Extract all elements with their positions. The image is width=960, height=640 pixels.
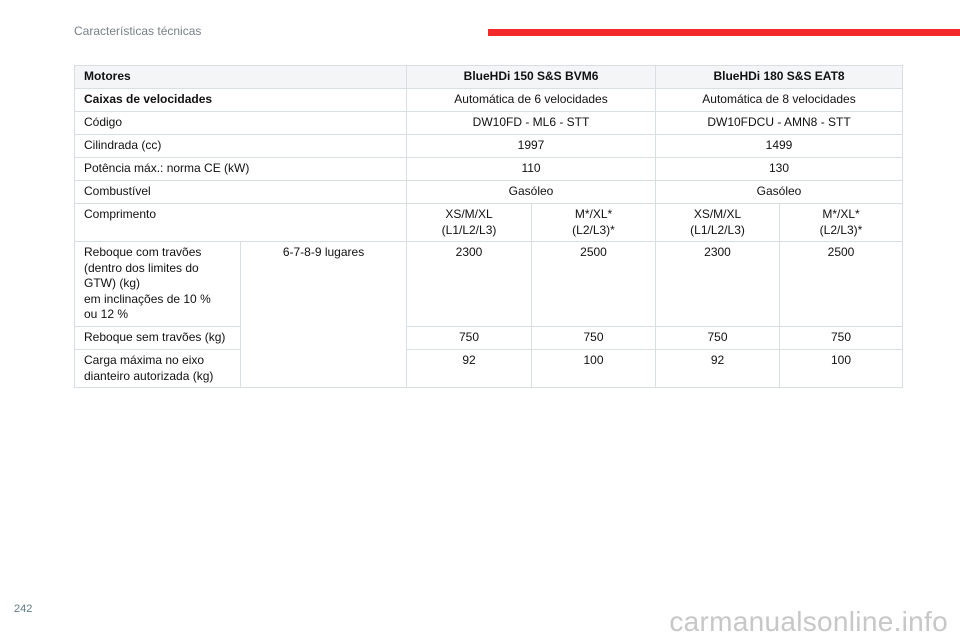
table-row-unbraked-trailer — [75, 327, 903, 350]
table-row-code — [75, 112, 903, 135]
unbraked-trailer-value: 750 — [407, 327, 532, 350]
front-axle-value: 92 — [407, 350, 532, 388]
power-engine-2: 130 — [656, 158, 903, 181]
gearbox-engine-1: Automática de 6 velocidades — [407, 89, 656, 112]
label-line: dianteiro autorizada (kg) — [84, 368, 214, 383]
engine-spec-table — [74, 65, 903, 388]
table-row-length — [75, 204, 903, 242]
gearbox-engine-2: Automática de 8 velocidades — [656, 89, 903, 112]
label-line: (dentro dos limites do — [84, 260, 199, 275]
table-row-engines — [75, 66, 903, 89]
length-value — [532, 204, 656, 242]
engines-label: Motores — [75, 66, 407, 89]
label-line: ou 12 % — [84, 307, 129, 321]
length-value — [656, 204, 780, 242]
label-line: GTW) (kg) — [84, 276, 140, 290]
length-value — [407, 204, 532, 242]
watermark: carmanualsonline.info — [669, 606, 948, 637]
unbraked-trailer-label: Reboque sem travões (kg) — [75, 327, 241, 350]
front-axle-value: 100 — [780, 350, 903, 388]
page-number: 242 — [14, 603, 33, 615]
unbraked-trailer-value: 750 — [656, 327, 780, 350]
length-value-line: (L2/L3)* — [572, 222, 615, 237]
length-value-line: M*/XL* — [574, 207, 613, 221]
displacement-label: Cilindrada (cc) — [75, 135, 407, 158]
length-value-line: M*/XL* — [822, 207, 860, 221]
braked-trailer-value: 2500 — [532, 242, 656, 327]
braked-trailer-value: 2500 — [780, 242, 903, 327]
table-row-front-axle — [75, 350, 903, 388]
code-engine-1: DW10FD - ML6 - STT — [407, 112, 656, 135]
label-line: Carga máxima no eixo — [84, 353, 205, 367]
table-row-power — [75, 158, 903, 181]
code-label: Código — [75, 112, 407, 135]
power-label: Potência máx.: norma CE (kW) — [75, 158, 407, 181]
fuel-engine-1: Gasóleo — [407, 181, 656, 204]
unbraked-trailer-value: 750 — [532, 327, 656, 350]
length-value-line: (L1/L2/L3) — [441, 222, 497, 237]
table-row-displacement — [75, 135, 903, 158]
displacement-engine-1: 1997 — [407, 135, 656, 158]
length-value-line: (L1/L2/L3) — [690, 222, 745, 237]
engine-1-name: BlueHDi 150 S&S BVM6 — [407, 66, 656, 89]
front-axle-value: 92 — [656, 350, 780, 388]
length-value-line: (L2/L3)* — [819, 222, 863, 237]
front-axle-value: 100 — [532, 350, 656, 388]
length-label: Comprimento — [75, 204, 407, 242]
table-row-gearbox — [75, 89, 903, 112]
length-value-line: XS/M/XL — [693, 207, 742, 221]
header-accent-bar — [488, 29, 960, 36]
label-line: em inclinações de 10 % — [84, 291, 211, 306]
gearbox-label: Caixas de velocidades — [75, 89, 407, 112]
unbraked-trailer-value: 750 — [780, 327, 903, 350]
engine-2-name: BlueHDi 180 S&S EAT8 — [656, 66, 903, 89]
table-row-fuel — [75, 181, 903, 204]
displacement-engine-2: 1499 — [656, 135, 903, 158]
length-value — [780, 204, 903, 242]
power-engine-1: 110 — [407, 158, 656, 181]
code-engine-2: DW10FDCU - AMN8 - STT — [656, 112, 903, 135]
front-axle-label — [75, 350, 241, 388]
braked-trailer-value: 2300 — [407, 242, 532, 327]
length-value-line: XS/M/XL — [445, 207, 493, 221]
section-title: Características técnicas — [74, 24, 202, 38]
fuel-label: Combustível — [75, 181, 407, 204]
braked-trailer-label — [75, 242, 241, 327]
fuel-engine-2: Gasóleo — [656, 181, 903, 204]
braked-trailer-value: 2300 — [656, 242, 780, 327]
seats-cell: 6-7-8-9 lugares — [241, 242, 407, 388]
label-line: Reboque com travões — [84, 245, 202, 259]
table-row-braked-trailer — [75, 242, 903, 327]
